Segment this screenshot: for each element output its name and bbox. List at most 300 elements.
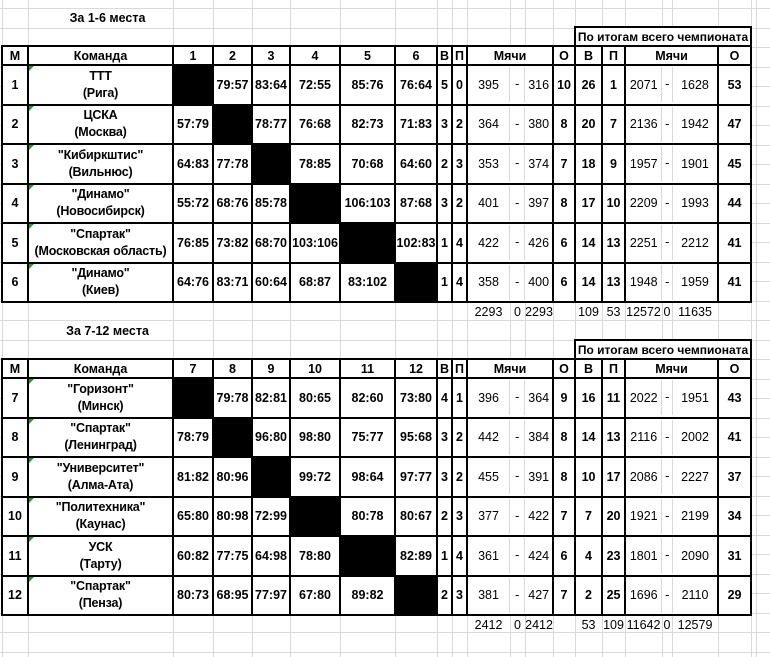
place-cell[interactable]: 1 [2,65,28,105]
losses-cell[interactable]: 3 [452,144,467,184]
balls-for: 2071 [629,77,658,92]
team-cell[interactable] [28,378,173,418]
match-score-cell[interactable]: 80:78 [340,497,395,537]
team-city: (Минск) [77,398,124,413]
champ-losses-cell[interactable]: 13 [602,263,625,303]
points-cell[interactable]: 9 [553,378,575,418]
match-score-cell[interactable]: 80:65 [290,378,340,418]
total-champ-wins[interactable]: 109 [578,305,599,319]
header-champ-losses[interactable]: П [602,359,625,378]
team-city: (Вильнюс) [68,164,133,179]
champ-balls-cell[interactable] [625,223,718,263]
note-triangle-icon [29,264,34,269]
match-score-cell[interactable]: 68:87 [290,263,340,303]
match-score-cell[interactable]: 72:99 [252,497,290,537]
match-score-cell[interactable]: 72:55 [290,65,340,105]
balls-for: 1957 [629,156,658,171]
team-cell[interactable] [28,418,173,458]
points-cell[interactable]: 10 [553,65,575,105]
total-check[interactable]: 0 [514,305,521,319]
champ-balls-cell[interactable] [625,497,718,537]
match-score-cell[interactable]: 79:57 [213,65,252,105]
match-score-cell[interactable]: 67:80 [290,576,340,616]
balls-for: 358 [478,275,499,290]
champ-losses-cell[interactable]: 11 [602,378,625,418]
losses-cell[interactable]: 3 [452,497,467,537]
champ-balls-cell[interactable] [625,105,718,145]
match-score-cell[interactable]: 83:102 [340,263,395,303]
place-cell[interactable]: 11 [2,536,28,576]
header-champ-points[interactable]: О [718,46,751,65]
match-score-cell[interactable]: 57:79 [173,105,213,145]
match-score-cell[interactable]: 64:83 [173,144,213,184]
match-score-cell[interactable]: 89:82 [340,576,395,616]
header-round[interactable]: 1 [173,46,213,65]
section-title[interactable]: За 7-12 места [66,323,149,338]
champ-wins-cell[interactable]: 14 [575,223,602,263]
wins-cell[interactable]: 5 [437,65,452,105]
header-team[interactable]: Команда [28,46,173,65]
match-score-cell[interactable]: 85:78 [252,184,290,224]
match-score-cell[interactable]: 102:83 [395,223,437,263]
empty-cell [718,302,751,321]
match-score-cell[interactable]: 82:60 [340,378,395,418]
points-cell[interactable]: 6 [553,263,575,303]
grid-line [756,0,757,657]
header-points[interactable]: О [553,46,575,65]
match-score-cell[interactable]: 98:64 [340,457,395,497]
team-city: (Каунас) [75,517,126,532]
diagonal-cell [252,457,290,497]
total-champ-losses[interactable]: 109 [603,618,624,632]
balls-for: 381 [478,588,499,603]
balls-for: 364 [478,117,499,132]
match-score-cell[interactable]: 98:80 [290,418,340,458]
champ-balls-cell[interactable] [625,378,718,418]
diagonal-cell [173,65,213,105]
balls-for: 377 [478,509,499,524]
team-cell[interactable] [28,184,173,224]
balls-cell[interactable] [467,263,553,303]
champ-wins-cell[interactable]: 20 [575,105,602,145]
match-score-cell[interactable]: 64:98 [252,536,290,576]
total-balls-against[interactable]: 2412 [525,618,553,632]
total-champ-check[interactable]: 0 [663,305,671,319]
team-name: ЦСКА [83,108,118,123]
match-score-cell[interactable]: 95:68 [395,418,437,458]
wins-cell[interactable]: 2 [437,576,452,616]
champ-losses-cell[interactable]: 17 [602,457,625,497]
total-champ-check[interactable]: 0 [663,618,671,632]
team-name: "Университет" [56,460,145,475]
place-cell[interactable]: 3 [2,144,28,184]
place-cell[interactable]: 8 [2,418,28,458]
balls-dash: - [509,578,525,613]
team-city: (Тарту) [79,556,122,571]
losses-cell[interactable]: 2 [452,418,467,458]
total-balls-for[interactable]: 2412 [474,618,503,632]
champ-points-cell[interactable]: 53 [718,65,751,105]
losses-cell[interactable]: 2 [452,105,467,145]
header-round[interactable]: 4 [290,46,340,65]
wins-cell[interactable]: 1 [437,223,452,263]
header-balls[interactable]: Мячи [467,46,553,65]
header-wins[interactable]: В [437,359,452,378]
champ-wins-cell[interactable]: 18 [575,144,602,184]
balls-dash: - [509,420,525,455]
team-name: "Динамо" [71,187,130,202]
diagonal-cell [252,144,290,184]
wins-cell[interactable]: 3 [437,457,452,497]
champ-wins-cell[interactable]: 4 [575,536,602,576]
total-check[interactable]: 0 [514,618,521,632]
team-cell[interactable] [28,576,173,616]
place-cell[interactable]: 9 [2,457,28,497]
note-triangle-icon [29,458,34,463]
place-cell[interactable]: 10 [2,497,28,537]
header-points[interactable]: О [553,359,575,378]
balls-against: 1959 [681,275,709,290]
balls-against: 427 [528,588,550,603]
champ-points-cell[interactable]: 37 [718,457,751,497]
match-score-cell[interactable]: 82:73 [340,105,395,145]
losses-cell[interactable]: 3 [452,576,467,616]
losses-cell[interactable]: 4 [452,263,467,303]
match-score-cell[interactable]: 76:85 [173,223,213,263]
header-place[interactable]: М [2,359,28,378]
place-cell[interactable]: 12 [2,576,28,616]
note-triangle-icon [29,577,34,582]
champ-losses-cell[interactable]: 25 [602,576,625,616]
losses-cell[interactable]: 2 [452,457,467,497]
diagonal-cell [340,536,395,576]
total-champ-balls-for[interactable]: 12572 [626,305,661,319]
champ-points-cell[interactable]: 43 [718,378,751,418]
balls-cell[interactable] [467,536,553,576]
match-score-cell[interactable]: 78:77 [252,105,290,145]
team-city: (Ленинград) [64,438,137,453]
champ-balls-cell[interactable] [625,144,718,184]
champ-wins-cell[interactable]: 2 [575,576,602,616]
match-score-cell[interactable]: 82:81 [252,378,290,418]
match-score-cell[interactable]: 77:75 [213,536,252,576]
balls-dash: - [509,225,525,260]
losses-cell[interactable]: 1 [452,378,467,418]
balls-cell[interactable] [467,378,553,418]
wins-cell[interactable]: 3 [437,418,452,458]
balls-for: 2209 [629,196,658,211]
team-cell[interactable] [28,536,173,576]
total-balls-for[interactable]: 2293 [474,305,503,319]
champ-losses-cell[interactable]: 13 [602,223,625,263]
total-champ-losses[interactable]: 53 [606,305,621,319]
place-cell[interactable]: 4 [2,184,28,224]
balls-against: 1951 [681,390,709,405]
match-score-cell[interactable]: 83:64 [252,65,290,105]
champ-points-cell[interactable]: 44 [718,184,751,224]
empty-cells [213,8,751,27]
balls-dash: - [661,578,673,613]
match-score-cell[interactable]: 79:78 [213,378,252,418]
balls-cell[interactable] [467,144,553,184]
balls-dash: - [661,67,673,102]
points-cell[interactable]: 6 [553,223,575,263]
team-name: "Спартак" [70,226,131,241]
team-cell[interactable] [28,263,173,303]
header-round[interactable]: 2 [213,46,252,65]
standings-table-places-1-6 [1,8,752,321]
balls-against: 364 [528,390,550,405]
place-cell[interactable]: 6 [2,263,28,303]
champ-points-cell[interactable]: 31 [718,536,751,576]
balls-cell[interactable] [467,497,553,537]
summary-header[interactable]: По итогам всего чемпионата [575,27,751,46]
champ-wins-cell[interactable]: 10 [575,457,602,497]
match-score-cell[interactable]: 73:82 [213,223,252,263]
header-wins[interactable]: В [437,46,452,65]
match-score-cell[interactable]: 103:106 [290,223,340,263]
losses-cell[interactable]: 2 [452,184,467,224]
header-champ-balls[interactable]: Мячи [625,359,718,378]
match-score-cell[interactable]: 70:68 [340,144,395,184]
balls-against: 397 [528,196,550,211]
team-city: (Алма-Ата) [67,477,134,492]
match-score-cell[interactable]: 96:80 [252,418,290,458]
match-score-cell[interactable]: 64:76 [173,263,213,303]
balls-dash: - [661,380,673,415]
match-score-cell[interactable]: 87:68 [395,184,437,224]
match-score-cell[interactable]: 76:64 [395,65,437,105]
champ-wins-cell[interactable]: 26 [575,65,602,105]
points-cell[interactable]: 7 [553,144,575,184]
team-cell[interactable] [28,105,173,145]
total-champ-balls-against[interactable]: 12579 [677,618,713,632]
diagonal-cell [395,576,437,616]
total-champ-balls-against[interactable]: 11635 [678,305,712,319]
balls-against: 2002 [681,430,709,445]
header-champ-losses[interactable]: П [602,46,625,65]
wins-cell[interactable]: 3 [437,184,452,224]
team-name: "Динамо" [71,266,130,281]
header-champ-wins[interactable]: В [575,46,602,65]
match-score-cell[interactable]: 60:64 [252,263,290,303]
header-balls[interactable]: Мячи [467,359,553,378]
match-score-cell[interactable]: 55:72 [173,184,213,224]
champ-losses-cell[interactable]: 7 [602,105,625,145]
note-triangle-icon [29,106,34,111]
champ-points-cell[interactable]: 45 [718,144,751,184]
place-cell[interactable]: 2 [2,105,28,145]
team-city: (Киев) [81,283,120,298]
losses-cell[interactable]: 4 [452,223,467,263]
header-round[interactable]: 11 [340,359,395,378]
wins-cell[interactable]: 2 [437,497,452,537]
balls-cell[interactable] [467,457,553,497]
points-cell[interactable]: 6 [553,536,575,576]
note-triangle-icon [29,224,34,229]
champ-balls-cell[interactable] [625,65,718,105]
header-round[interactable]: 10 [290,359,340,378]
match-score-cell[interactable]: 68:95 [213,576,252,616]
header-champ-wins[interactable]: В [575,359,602,378]
balls-against: 1901 [681,156,709,171]
match-score-cell[interactable]: 80:98 [213,497,252,537]
points-cell[interactable]: 8 [553,457,575,497]
match-score-cell[interactable]: 75:77 [340,418,395,458]
champ-losses-cell[interactable]: 1 [602,65,625,105]
wins-cell[interactable]: 1 [437,536,452,576]
match-score-cell[interactable]: 78:79 [173,418,213,458]
match-score-cell[interactable]: 73:80 [395,378,437,418]
champ-losses-cell[interactable]: 13 [602,418,625,458]
wins-cell[interactable]: 4 [437,378,452,418]
team-cell[interactable] [28,457,173,497]
match-score-cell[interactable]: 83:71 [213,263,252,303]
header-round[interactable]: 5 [340,46,395,65]
champ-losses-cell[interactable]: 20 [602,497,625,537]
total-balls-against[interactable]: 2293 [525,305,553,319]
balls-cell[interactable] [467,105,553,145]
points-cell[interactable]: 7 [553,497,575,537]
section-title[interactable]: За 1-6 места [69,10,146,25]
match-score-cell[interactable]: 71:83 [395,105,437,145]
champ-points-cell[interactable]: 41 [718,263,751,303]
note-triangle-icon [29,185,34,190]
diagonal-cell [213,418,252,458]
champ-balls-cell[interactable] [625,576,718,616]
match-score-cell[interactable]: 60:82 [173,536,213,576]
balls-cell[interactable] [467,65,553,105]
diagonal-cell [395,263,437,303]
match-score-cell[interactable]: 80:96 [213,457,252,497]
balls-for: 395 [478,77,499,92]
place-cell[interactable]: 7 [2,378,28,418]
champ-losses-cell[interactable]: 23 [602,536,625,576]
summary-header[interactable]: По итогам всего чемпионата [575,340,751,359]
balls-cell[interactable] [467,223,553,263]
balls-dash: - [509,265,525,300]
balls-for: 361 [478,548,499,563]
match-score-cell[interactable]: 106:103 [340,184,395,224]
champ-points-cell[interactable]: 34 [718,497,751,537]
place-cell[interactable]: 5 [2,223,28,263]
header-round[interactable]: 6 [395,46,437,65]
match-score-cell[interactable]: 85:76 [340,65,395,105]
balls-for: 1696 [629,588,658,603]
losses-cell[interactable]: 0 [452,65,467,105]
balls-cell[interactable] [467,418,553,458]
match-score-cell[interactable]: 78:80 [290,536,340,576]
champ-points-cell[interactable]: 47 [718,105,751,145]
match-score-cell[interactable]: 65:80 [173,497,213,537]
match-score-cell[interactable]: 78:85 [290,144,340,184]
champ-points-cell[interactable]: 29 [718,576,751,616]
champ-losses-cell[interactable]: 9 [602,144,625,184]
header-team[interactable]: Команда [28,359,173,378]
points-cell[interactable]: 8 [553,105,575,145]
champ-wins-cell[interactable]: 7 [575,497,602,537]
match-score-cell[interactable]: 77:97 [252,576,290,616]
wins-cell[interactable]: 3 [437,105,452,145]
champ-balls-cell[interactable] [625,263,718,303]
team-cell[interactable] [28,497,173,537]
empty-cells [2,27,575,46]
match-score-cell[interactable]: 80:73 [173,576,213,616]
team-cell[interactable] [28,65,173,105]
empty-cell [553,302,575,321]
balls-dash: - [661,499,673,534]
header-round[interactable]: 9 [252,359,290,378]
empty-cell [718,615,751,634]
total-champ-wins[interactable]: 53 [581,618,596,632]
header-round[interactable]: 7 [173,359,213,378]
champ-balls-cell[interactable] [625,457,718,497]
champ-wins-cell[interactable]: 16 [575,378,602,418]
balls-against: 2227 [681,469,709,484]
team-cell[interactable] [28,144,173,184]
balls-for: 2116 [630,430,658,445]
wins-cell[interactable]: 2 [437,144,452,184]
points-cell[interactable]: 8 [553,184,575,224]
balls-against: 2110 [681,588,709,603]
header-round[interactable]: 8 [213,359,252,378]
balls-dash: - [661,459,673,494]
losses-cell[interactable]: 4 [452,536,467,576]
champ-points-cell[interactable]: 41 [718,418,751,458]
header-champ-balls[interactable]: Мячи [625,46,718,65]
balls-cell[interactable] [467,184,553,224]
balls-against: 424 [528,548,550,563]
match-score-cell[interactable]: 81:82 [173,457,213,497]
wins-cell[interactable]: 1 [437,263,452,303]
match-score-cell[interactable]: 97:77 [395,457,437,497]
match-score-cell[interactable]: 77:78 [213,144,252,184]
champ-wins-cell[interactable]: 14 [575,263,602,303]
header-place[interactable]: М [2,46,28,65]
header-champ-points[interactable]: О [718,359,751,378]
header-losses[interactable]: П [452,359,467,378]
match-score-cell[interactable]: 80:67 [395,497,437,537]
header-losses[interactable]: П [452,46,467,65]
champ-balls-cell[interactable] [625,536,718,576]
team-cell[interactable] [28,223,173,263]
balls-dash: - [509,499,525,534]
header-round[interactable]: 12 [395,359,437,378]
balls-dash: - [661,146,673,181]
balls-for: 396 [478,390,499,405]
champ-balls-cell[interactable] [625,184,718,224]
match-score-cell[interactable]: 99:72 [290,457,340,497]
champ-points-cell[interactable]: 41 [718,223,751,263]
points-cell[interactable]: 7 [553,576,575,616]
match-score-cell[interactable]: 68:76 [213,184,252,224]
total-champ-balls-for[interactable]: 11642 [626,618,661,632]
points-cell[interactable]: 8 [553,418,575,458]
balls-dash: - [661,186,673,221]
champ-wins-cell[interactable]: 14 [575,418,602,458]
match-score-cell[interactable]: 82:89 [395,536,437,576]
match-score-cell[interactable]: 76:68 [290,105,340,145]
team-name: "Горизонт" [67,381,134,396]
champ-losses-cell[interactable]: 10 [602,184,625,224]
balls-against: 2090 [681,548,709,563]
match-score-cell[interactable]: 68:70 [252,223,290,263]
match-score-cell[interactable]: 64:60 [395,144,437,184]
balls-cell[interactable] [467,576,553,616]
champ-balls-cell[interactable] [625,418,718,458]
header-round[interactable]: 3 [252,46,290,65]
champ-wins-cell[interactable]: 17 [575,184,602,224]
